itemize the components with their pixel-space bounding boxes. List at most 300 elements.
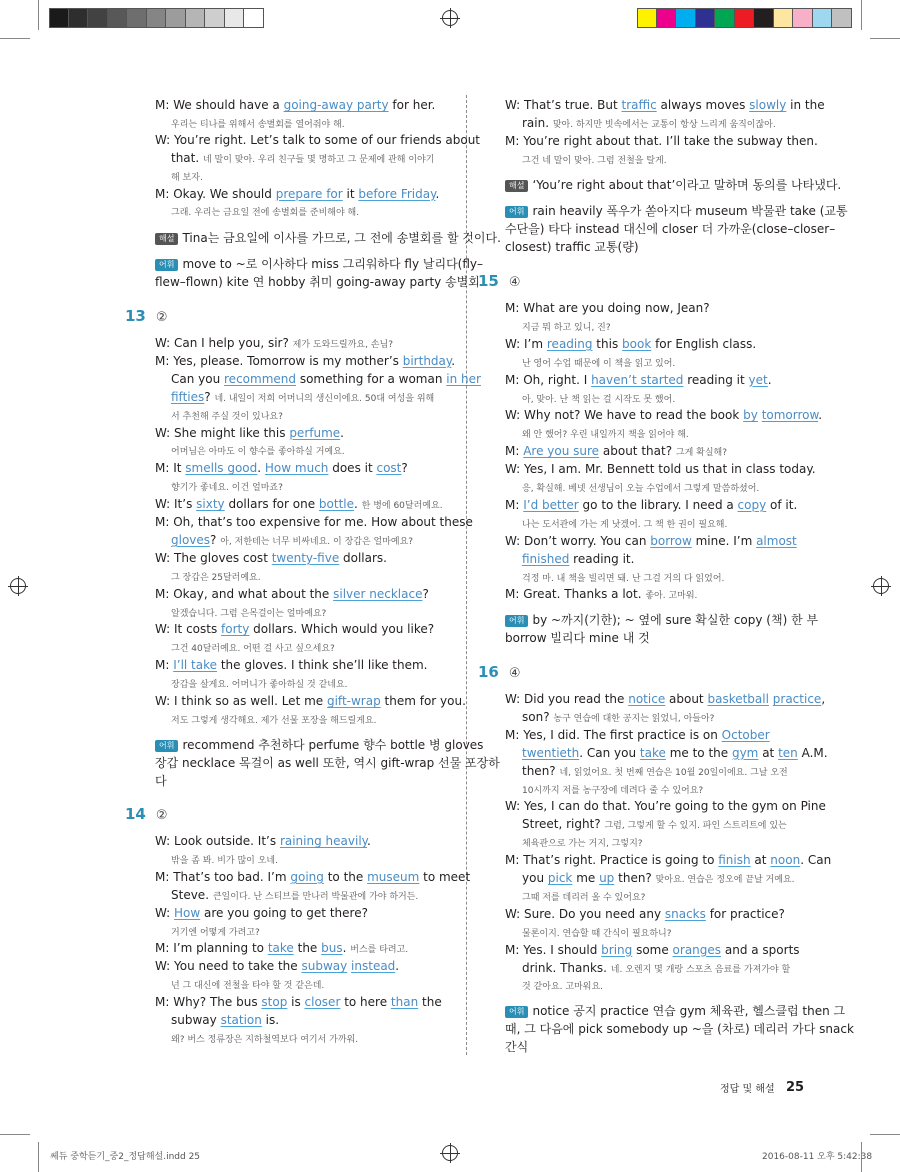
dialogue-text: it (342, 186, 359, 201)
answer-blank: How much (264, 461, 329, 476)
question-number-16: 16 ④ (478, 663, 521, 681)
dialogue-line (155, 958, 399, 974)
answer-blank: practice (772, 692, 822, 706)
answer-blank: museum (367, 869, 420, 884)
explanation-note: 해설 ‘You’re right about that’이라고 말하며 동의를 나타냈다. (505, 177, 841, 193)
dialogue-text: some (632, 942, 673, 957)
dialogue-text: at (758, 745, 779, 760)
answer-blank: birthday (402, 353, 452, 368)
korean-translation: 저도 그렇게 생각해요. 제가 선물 포장을 해드릴게요. (171, 715, 377, 726)
registration-mark-top (442, 10, 458, 26)
dialogue-text: M: We should have a (155, 98, 284, 112)
vocab-tag: 어휘 (505, 1006, 528, 1018)
dialogue-text: dollars. Which would you like? (249, 622, 435, 637)
dialogue-line (505, 727, 770, 743)
dialogue-line (505, 586, 697, 604)
dialogue-text: M: (155, 658, 174, 673)
korean-translation: 제가 도와드릴까요, 손님? (292, 340, 393, 350)
answer-blank: station (220, 1013, 262, 1027)
dialogue-text: about (665, 692, 708, 706)
color-swatch (88, 8, 108, 28)
color-swatch (186, 8, 206, 28)
dialogue-line (522, 888, 645, 906)
dialogue-text: me (572, 871, 600, 885)
dialogue-text: drink. Thanks. (522, 960, 611, 975)
dialogue-line (155, 621, 434, 637)
korean-translation: 걱정 마. 내 책을 빌리면 돼. 난 그걸 거의 다 읽었어. (522, 573, 725, 584)
dialogue-line (505, 533, 797, 549)
question-number-15: 15 ④ (478, 272, 521, 290)
vocab-tag: 어휘 (155, 259, 178, 271)
answer-blank: cost (376, 461, 402, 476)
vocab-note: 어휘 rain heavily 폭우가 쏟아지다 museum 박물관 take (교통 (505, 203, 848, 219)
answer-blank: by (743, 408, 758, 423)
dialogue-line (522, 977, 603, 995)
dialogue-text: is. (261, 1013, 280, 1027)
dialogue-text: dollars for one (224, 497, 319, 512)
dialogue-text: for practice? (705, 906, 785, 921)
dialogue-line (171, 604, 326, 622)
dialogue-line (171, 168, 203, 186)
dialogue-line (522, 425, 689, 443)
dialogue-line (505, 942, 800, 958)
answer-blank: slowly (749, 98, 787, 112)
answer-blank: yet (748, 372, 768, 387)
dialogue-text: reading it. (569, 551, 635, 566)
vocab-note-line: closest) traffic 교통(량) (505, 240, 639, 254)
dialogue-text: then? (522, 763, 560, 778)
color-swatch (166, 8, 186, 28)
color-swatch (108, 8, 128, 28)
dialogue-line (155, 550, 387, 566)
color-swatch (127, 8, 147, 28)
crop-mark (38, 0, 39, 30)
korean-translation: 10시까지 저를 농구장에 데려다 줄 수 있어요? (522, 785, 704, 796)
korean-translation: 지금 뭐 하고 있니, 진? (522, 322, 611, 333)
korean-translation: 한 병에 60달러예요. (361, 501, 443, 512)
dialogue-text: . (435, 186, 440, 201)
dialogue-text: M: I’m planning to (155, 941, 268, 956)
dialogue-line (171, 923, 260, 941)
answer-blank: copy (737, 497, 767, 512)
korean-translation: 왜 안 했어? 우린 내일까지 책을 읽어야 해. (522, 430, 689, 441)
dialogue-line (505, 97, 825, 113)
dialogue-text: ? (422, 586, 429, 601)
dialogue-text: to the (323, 869, 368, 884)
vocab-note-line: 때, 그 다음에 pick somebody up ~을 (차로) 데리러 가다 snack (505, 1022, 854, 1036)
dialogue-line (155, 132, 480, 148)
dialogue-line (155, 425, 344, 441)
color-swatch (832, 8, 852, 28)
answer-blank: closer (304, 995, 341, 1010)
answer-blank: smells good (185, 461, 258, 476)
dialogue-line (171, 203, 359, 221)
color-swatch (657, 8, 677, 28)
vocab-tag: 어휘 (505, 206, 528, 218)
registration-mark-left (10, 578, 26, 594)
dialogue-text: rain. (522, 116, 553, 130)
dialogue-line (155, 869, 470, 885)
color-swatch (813, 8, 833, 28)
dialogue-line (171, 1012, 279, 1028)
answer-blank: haven’t started (591, 372, 684, 387)
answer-blank: recommend (224, 371, 296, 386)
korean-translation: 그게 확실해? (675, 448, 727, 459)
dialogue-line (155, 833, 371, 849)
dialogue-text: W: You’re right. Let’s talk to some of our friends about (155, 133, 481, 148)
dialogue-line (171, 389, 434, 407)
dialogue-text: mine. I’m (691, 533, 757, 548)
dialogue-line (171, 407, 283, 425)
korean-translation: 농구 연습에 대한 공지는 읽었니, 아들아? (553, 713, 715, 724)
answer-blank: before Friday (358, 186, 436, 201)
dialogue-line (522, 960, 790, 978)
dialogue-text: M: Oh, right. I (505, 372, 592, 387)
dialogue-text: the gloves. I think she’ll like them. (217, 658, 428, 673)
dialogue-line (505, 300, 710, 316)
answer-blank: ten (778, 745, 798, 760)
dialogue-text: . Can you (579, 745, 640, 760)
korean-translation: 응, 확실해. 베넷 선생님이 오늘 수업에서 그렇게 말씀하셨어. (522, 484, 760, 494)
dialogue-line (171, 1030, 358, 1048)
vocab-tag: 어휘 (155, 740, 178, 752)
korean-translation: 왜? 버스 정류장은 지하철역보다 여기서 가까워. (171, 1034, 359, 1045)
korean-translation: 알겠습니다. 그럼 은목걸이는 얼마예요? (171, 608, 327, 619)
dialogue-text: you (522, 871, 548, 885)
color-swatch (715, 8, 735, 28)
section-label: 정답 및 해설 (720, 1084, 775, 1095)
dialogue-text: Steve. (171, 887, 213, 902)
korean-translation: 그래. 우리는 금요일 전에 송별회를 준비해야 해. (171, 208, 360, 219)
dialogue-text: , (821, 692, 826, 706)
color-swatch (225, 8, 245, 28)
dialogue-text: the (293, 941, 322, 956)
dialogue-text: . Can (800, 853, 832, 868)
dialogue-text: M: That’s too bad. I’m (155, 869, 291, 884)
dialogue-text: M: Yes. I should (505, 942, 602, 957)
dialogue-text: W: Don’t worry. You can (505, 533, 651, 548)
answer-blank: silver necklace (333, 586, 423, 601)
vocab-note-line: borrow 빌리다 mine 내 것 (505, 631, 650, 645)
dialogue-text: M: Why? The bus (155, 995, 262, 1010)
vocab-note-line: 수단을) 타다 instead 대신에 closer 더 가까운(close–closer– (505, 222, 836, 236)
dialogue-line (505, 407, 822, 423)
korean-translation: 네 말이 맞아. 우리 친구들 몇 명하고 그 문제에 관해 이야기 (203, 155, 435, 166)
dialogue-line (155, 994, 442, 1010)
dialogue-line (505, 372, 772, 388)
dialogue-text: is (287, 995, 305, 1010)
dialogue-text: W: Did you read the (505, 692, 629, 706)
dialogue-text: W: It costs (155, 622, 222, 637)
color-swatch (147, 8, 167, 28)
answer-blank: traffic (621, 98, 657, 112)
dialogue-text: ? (401, 461, 408, 476)
answer-blank: finished (522, 551, 570, 566)
answer-blank: I’ll take (173, 658, 218, 673)
dialogue-text: M: Okay, and what about the (155, 586, 334, 601)
korean-translation: 밖을 좀 봐. 비가 많이 오네. (171, 855, 278, 866)
dialogue-line (505, 497, 797, 513)
file-name: 쎄듀 중학듣기_중2_정답해설.indd 25 (50, 1152, 201, 1162)
dialogue-text: . (257, 461, 265, 476)
dialogue-text: something for a woman (296, 371, 447, 386)
registration-mark-right (873, 578, 889, 594)
korean-translation: 장갑을 살게요. 어머니가 좋아하실 것 같네요. (171, 680, 348, 691)
dialogue-text: M: What are you doing now, Jean? (505, 301, 710, 315)
dialogue-line (522, 115, 776, 133)
dialogue-text: . (767, 372, 772, 387)
answer-blank: raining heavily (279, 834, 368, 848)
dialogue-text: W: The gloves cost (155, 550, 272, 565)
answer-blank: finish (718, 853, 751, 868)
dialogue-text: . (342, 941, 351, 956)
dialogue-text: Street, right? (522, 817, 605, 832)
gray-swatch-bar (49, 8, 264, 28)
dialogue-text: W: Look outside. It’s (155, 834, 280, 848)
note-tag: 해설 (505, 180, 528, 192)
dialogue-text: them for you. (380, 694, 466, 708)
color-swatch (205, 8, 225, 28)
dialogue-line (155, 940, 408, 958)
answer-blank: book (622, 336, 652, 351)
answer-blank: fifties (171, 389, 205, 404)
korean-translation: 해 보자. (171, 172, 203, 183)
answer-blank: almost (756, 533, 797, 548)
korean-translation: 거기엔 어떻게 가려고? (171, 927, 260, 938)
dialogue-line (171, 568, 261, 586)
dialogue-text: A.M. (797, 745, 828, 760)
crop-mark (38, 1142, 39, 1172)
dialogue-line (505, 443, 727, 461)
color-swatch (49, 8, 69, 28)
answer-blank: twentieth (522, 745, 580, 760)
korean-translation: 맞아요. 연습은 정오에 끝날 거예요. (655, 875, 795, 885)
dialogue-text: W: You need to take the (155, 959, 302, 974)
dialogue-text: . (367, 834, 371, 848)
dialogue-line (155, 460, 408, 476)
korean-translation: 넌 그 대신에 전철을 타야 할 것 같은데. (171, 981, 325, 992)
answer-blank: bottle (318, 497, 355, 512)
crop-mark (870, 1134, 900, 1135)
dialogue-text: . (451, 353, 456, 368)
crop-mark (0, 1134, 30, 1135)
answer-blank: snacks (664, 906, 706, 921)
registration-mark-bottom (442, 1145, 458, 1161)
dialogue-text: in the (786, 98, 825, 112)
answer-blank: subway (301, 959, 348, 974)
answer-blank: I’d better (523, 497, 579, 512)
korean-translation: 맞아. 하지만 빗속에서는 교통이 항상 느리게 움직이잖아. (552, 120, 776, 130)
dialogue-line (171, 639, 335, 657)
dialogue-text: W: Can I help you, sir? (155, 336, 293, 350)
dialogue-line (171, 442, 345, 460)
dialogue-text: M: That’s right. Practice is going to (505, 853, 719, 868)
dialogue-text: about that? (599, 444, 676, 459)
dialogue-line (171, 675, 348, 693)
answer-blank: oranges (672, 942, 722, 957)
korean-translation: 아, 저한테는 너무 비싸네요. 이 장갑은 얼마예요? (220, 536, 414, 547)
dialogue-line (171, 371, 481, 387)
dialogue-line (522, 745, 828, 761)
dialogue-text: to here (340, 995, 391, 1010)
korean-translation: 큰일이다. 난 스티브를 만나러 박물관에 가야 하거든. (212, 891, 419, 902)
dialogue-line (522, 318, 611, 336)
explanation-note: 해설 Tina는 금요일에 이사를 가므로, 그 전에 송별회를 할 것이다. (155, 230, 501, 246)
dialogue-line (155, 586, 429, 602)
answer-blank: October (721, 727, 770, 742)
dialogue-line (155, 905, 368, 921)
korean-translation: 우리는 티나를 위해서 송별회를 열어줘야 해. (171, 119, 345, 130)
dialogue-text: subway (171, 1013, 221, 1027)
page-number: 25 (786, 1080, 805, 1095)
color-swatch (735, 8, 755, 28)
dialogue-line (171, 150, 434, 168)
dialogue-line (522, 781, 703, 799)
dialogue-text: W: I’m (505, 336, 547, 351)
color-swatch-bar (637, 8, 852, 28)
dialogue-text: M: Okay. We should (155, 186, 276, 201)
dialogue-line (522, 924, 672, 942)
dialogue-line (505, 798, 826, 814)
dialogue-text: W: (155, 905, 175, 920)
dialogue-text: reading it (683, 372, 749, 387)
korean-translation: 그럼, 그렇게 할 수 있지. 파인 스트리트에 있는 (604, 821, 787, 832)
dialogue-line (505, 133, 818, 149)
korean-translation: 난 영어 수업 때문에 이 책을 읽고 있어. (522, 358, 676, 369)
dialogue-line (522, 354, 675, 372)
dialogue-text: W: She might like this (155, 425, 290, 440)
dialogue-text: M: (505, 444, 524, 459)
korean-translation: 서 추천해 주실 것이 있나요? (171, 411, 283, 422)
vocab-tag: 어휘 (505, 615, 528, 627)
vocab-note: 어휘 move to ~로 이사하다 miss 그리워하다 fly 날리다(fly– (155, 256, 483, 272)
answer-blank: sixty (196, 497, 225, 512)
dialogue-text: W: I think so as well. Let me (155, 694, 327, 708)
answer-blank: basketball (707, 692, 769, 706)
dialogue-text: dollars. (339, 550, 387, 565)
answer-blank: gloves (171, 532, 211, 547)
dialogue-line (155, 186, 439, 202)
answer-blank: twenty-five (271, 550, 340, 565)
dialogue-text: ? (210, 532, 221, 547)
answer-blank: tomorrow (761, 408, 819, 423)
dialogue-text: that. (171, 151, 203, 166)
color-swatch (774, 8, 794, 28)
korean-translation: 네, 읽었어요. 첫 번째 연습은 10월 20일이에요. 그날 오전 (559, 767, 788, 778)
dialogue-line (522, 709, 714, 727)
answer-blank: stop (261, 995, 288, 1010)
dialogue-text: W: Yes, I am. Mr. Bennett told us that in class today. (505, 462, 816, 477)
dialogue-text: are you going to get there? (200, 905, 368, 920)
dialogue-line (171, 532, 413, 550)
dialogue-text: W: That’s true. But (505, 98, 622, 112)
dialogue-text: Can you (171, 371, 225, 386)
dialogue-text: M: Yes, I did. The first practice is on (505, 727, 722, 742)
korean-translation: 네. 오렌지 몇 개랑 스포츠 음료를 가져가야 할 (610, 964, 791, 975)
dialogue-text: M: Yes, please. Tomorrow is my mother’s (155, 353, 403, 368)
answer-blank: going (290, 869, 324, 884)
korean-translation: 그건 40달러예요. 어떤 걸 사고 싶으세요? (171, 644, 335, 655)
answer-blank: in her (446, 371, 481, 386)
korean-translation: 것 같아요. 고마워요. (522, 982, 603, 993)
dialogue-text: this (592, 336, 623, 351)
color-swatch (69, 8, 89, 28)
dialogue-line (171, 851, 278, 869)
dialogue-text: then? (614, 871, 656, 885)
dialogue-text: M: Great. Thanks a lot. (505, 587, 646, 602)
answer-blank: borrow (650, 533, 692, 548)
color-swatch (696, 8, 716, 28)
crop-mark (0, 38, 30, 39)
dialogue-line (171, 478, 283, 496)
dialogue-line (155, 97, 435, 113)
korean-translation: 네. 내일이 저희 어머니의 생신이에요. 50대 여성을 위해 (214, 393, 435, 404)
color-swatch (676, 8, 696, 28)
answer-blank: up (599, 871, 615, 885)
color-swatch (793, 8, 813, 28)
dialogue-text: at (750, 853, 771, 868)
dialogue-text: and a sports (721, 942, 800, 957)
dialogue-text: . (340, 425, 344, 440)
answer-blank: perfume (289, 425, 341, 440)
dialogue-text: W: Yes, I can do that. You’re going to the gym on Pine (505, 799, 826, 814)
answer-blank: bring (601, 942, 633, 957)
answer-blank: going-away party (283, 98, 389, 112)
dialogue-line (522, 515, 727, 533)
dialogue-line (155, 335, 393, 353)
answer-blank: forty (221, 622, 250, 637)
korean-translation: 그건 네 말이 맞아. 그럼 전철을 탈게. (522, 156, 667, 166)
dialogue-text: . (395, 959, 400, 974)
answer-blank: Are you sure (523, 444, 600, 459)
dialogue-text: M: (505, 497, 524, 512)
dialogue-text: W: Why not? We have to read the book (505, 408, 744, 423)
dialogue-line (522, 763, 788, 781)
dialogue-text: . (354, 497, 362, 512)
korean-translation: 나는 도서관에 가는 게 낫겠어. 그 책 한 권이 필요해. (522, 519, 728, 530)
dialogue-line (505, 461, 816, 477)
answer-blank: noon (770, 853, 801, 868)
dialogue-line (155, 353, 455, 369)
dialogue-text: of it. (766, 497, 798, 512)
korean-translation: 어머님은 아마도 이 향수를 좋아하실 거예요. (171, 447, 345, 458)
answer-blank: instead (351, 959, 396, 974)
answer-blank: prepare for (275, 186, 343, 201)
korean-translation: 그때 저를 데리러 올 수 있어요? (522, 892, 646, 903)
korean-translation: 버스를 타려고. (350, 945, 409, 956)
question-number-14: 14 ② (125, 805, 168, 823)
dialogue-line (522, 390, 675, 408)
dialogue-text: ? (204, 389, 215, 404)
dialogue-line (171, 887, 418, 905)
dialogue-line (155, 657, 428, 673)
dialogue-line (522, 816, 787, 834)
vocab-note-line: 장갑 necklace 목걸이 as well 또한, 역시 gift-wrap 선물 포장하 (155, 756, 500, 770)
question-number-13: 13 ② (125, 307, 168, 325)
dialogue-text: go to the library. I need a (578, 497, 738, 512)
dialogue-line (171, 976, 324, 994)
crop-mark (861, 0, 862, 30)
dialogue-text: does it (328, 461, 377, 476)
dialogue-line (522, 151, 667, 169)
dialogue-line (522, 834, 643, 852)
color-swatch (244, 8, 264, 28)
vocab-note: 어휘 by ~까지(기한); ~ 옆에 sure 확실한 copy (책) 한 부 (505, 612, 818, 628)
dialogue-text: me to the (665, 745, 732, 760)
dialogue-line (522, 479, 759, 497)
crop-mark (870, 38, 900, 39)
dialogue-text: for English class. (651, 336, 757, 351)
